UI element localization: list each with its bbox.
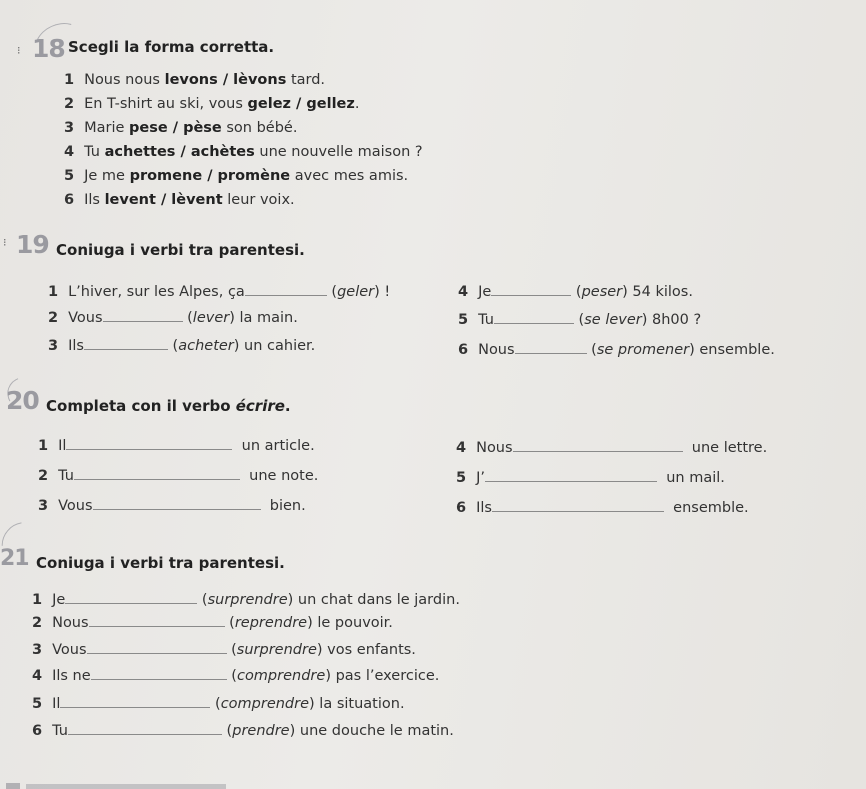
exercise-18-item: 4 Tu achettes / achètes une nouvelle maison ?	[64, 144, 423, 160]
exercise-18-item: 5 Je me promene / promène avec mes amis.	[64, 168, 409, 184]
answer-blank[interactable]	[491, 283, 571, 296]
exercise-20-item: 3 Vous bien.	[38, 498, 306, 514]
answer-blank[interactable]	[485, 469, 657, 482]
answer-blank[interactable]	[91, 667, 227, 680]
exercise-21-item: 4 Ils ne (comprendre) pas l’exercice.	[32, 668, 440, 684]
answer-blank[interactable]	[103, 309, 183, 322]
exercise-19-item: 3 Ils (acheter) un cahier.	[48, 338, 316, 354]
exercise-20-title: Completa con il verbo écrire.	[46, 397, 291, 415]
exercise-21-item: 1 Je (surprendre) un chat dans le jardin.	[32, 592, 460, 608]
exercise-19-item: 6 Nous (se promener) ensemble.	[458, 342, 775, 358]
answer-blank[interactable]	[513, 439, 683, 452]
answer-blank[interactable]	[515, 341, 587, 354]
exercise-21-title: Coniuga i verbi tra parentesi.	[36, 554, 285, 572]
cropped-heading-shape	[0, 772, 866, 789]
exercise-19-item: 1 L’hiver, sur les Alpes, ça (geler) !	[48, 284, 391, 300]
exercise-19-title: Coniuga i verbi tra parentesi.	[56, 241, 305, 259]
exercise-20-item: 2 Tu une note.	[38, 468, 319, 484]
answer-blank[interactable]	[93, 497, 261, 510]
answer-blank[interactable]	[245, 283, 327, 296]
exercise-18-item: 1 Nous nous levons / lèvons tard.	[64, 72, 326, 88]
exercise-21-item: 2 Nous (reprendre) le pouvoir.	[32, 615, 393, 631]
exercise-20-item: 4 Nous une lettre.	[456, 440, 768, 456]
cropped-next-heading	[0, 772, 866, 789]
exercise-19-item: 2 Vous (lever) la main.	[48, 310, 298, 326]
answer-blank[interactable]	[74, 467, 240, 480]
exercise-20-number: 20	[6, 386, 39, 415]
exercise-21-item: 6 Tu (prendre) une douche le matin.	[32, 723, 454, 739]
answer-blank[interactable]	[60, 695, 210, 708]
exercise-18-item: 6 Ils levent / lèvent leur voix.	[64, 192, 295, 208]
exercise-18-item: 2 En T-shirt au ski, vous gelez / gellez.	[64, 96, 360, 112]
answer-blank[interactable]	[89, 614, 225, 627]
exercise-19-item: 5 Tu (se lever) 8h00 ?	[458, 312, 702, 328]
exercise-19-number: 19	[16, 230, 49, 259]
exercise-20-item: 1 Il un article.	[38, 438, 315, 454]
exercise-20-item: 5 J’ un mail.	[456, 470, 725, 486]
answer-blank[interactable]	[494, 311, 574, 324]
answer-blank[interactable]	[87, 641, 227, 654]
exercise-18-item: 3 Marie pese / pèse son bébé.	[64, 120, 298, 136]
exercise-19-item: 4 Je (peser) 54 kilos.	[458, 284, 693, 300]
answer-blank[interactable]	[68, 722, 222, 735]
exercise-21-item: 3 Vous (surprendre) vos enfants.	[32, 642, 416, 658]
exercise-18-title: Scegli la forma corretta.	[68, 38, 275, 56]
exercise-21-number: 21	[0, 546, 29, 571]
difficulty-dots: ⁝	[3, 236, 6, 249]
answer-blank[interactable]	[66, 437, 232, 450]
exercise-20-item: 6 Ils ensemble.	[456, 500, 749, 516]
exercise-18-number: 18	[32, 34, 65, 63]
answer-blank[interactable]	[84, 337, 168, 350]
difficulty-dots: ⁝	[17, 44, 20, 57]
answer-blank[interactable]	[65, 591, 197, 604]
exercise-21-item: 5 Il (comprendre) la situation.	[32, 696, 405, 712]
answer-blank[interactable]	[492, 499, 664, 512]
